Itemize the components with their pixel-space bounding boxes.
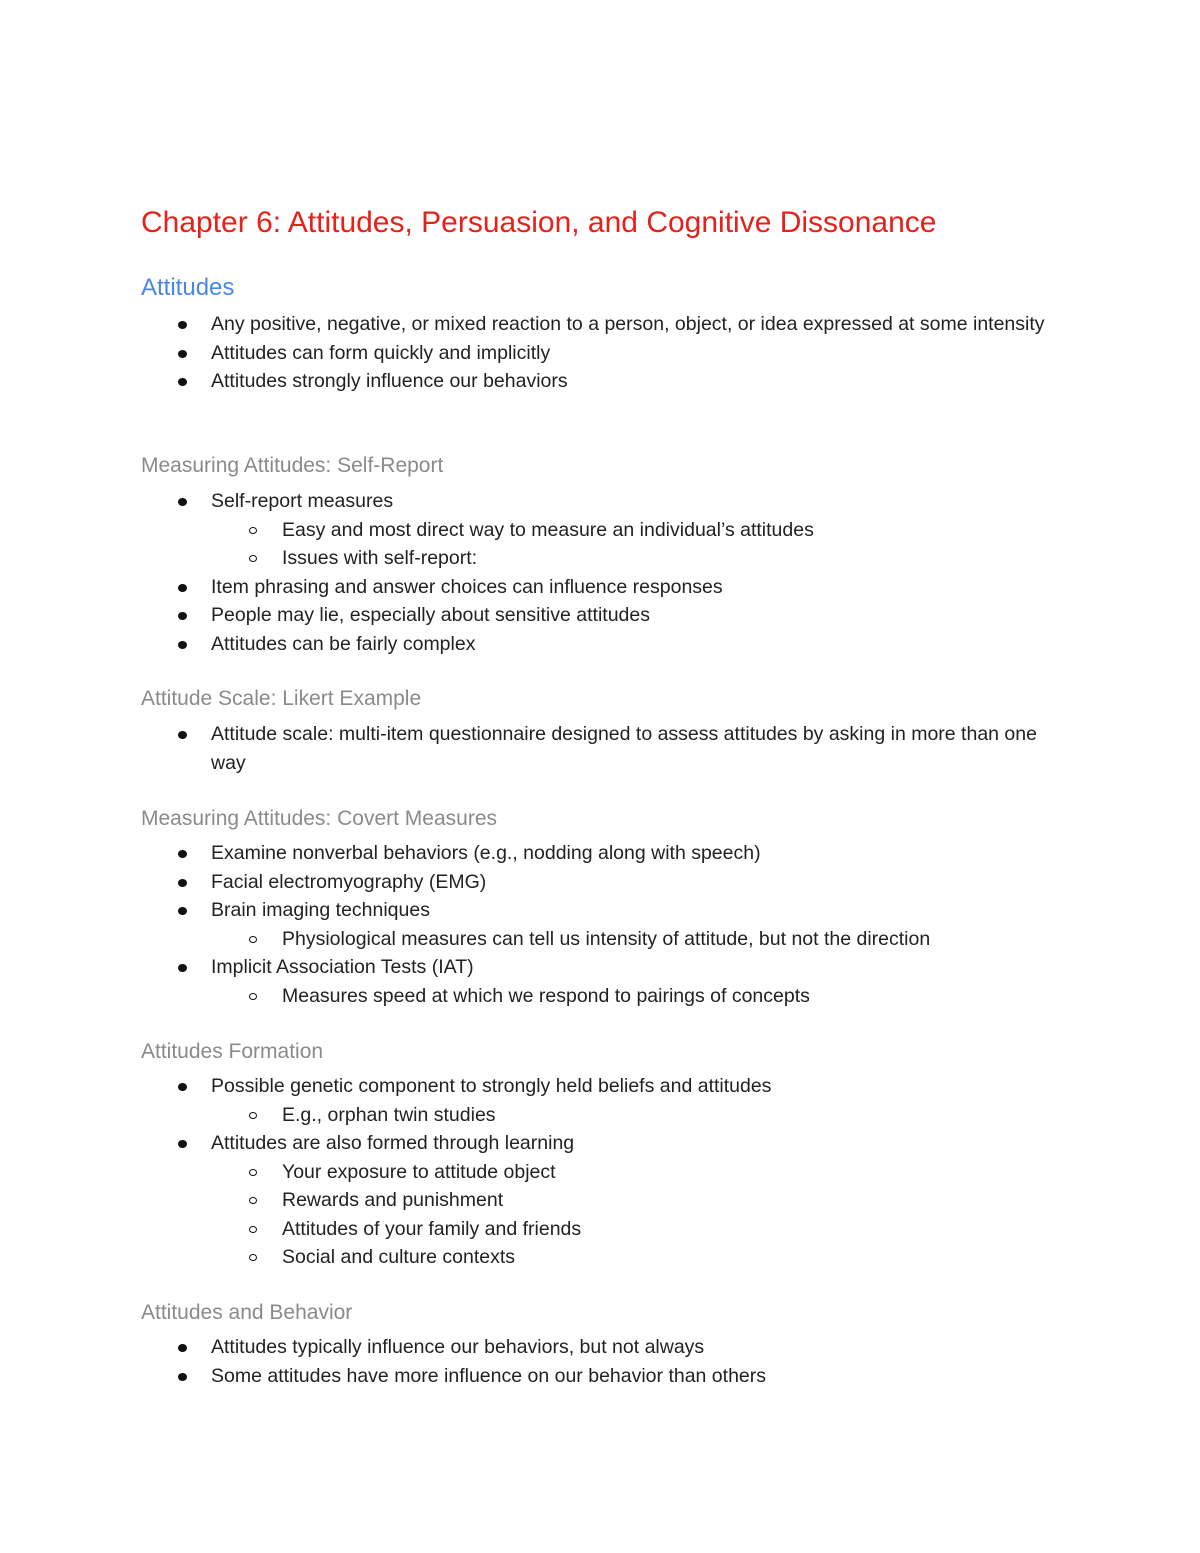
list-item bbox=[0, 516, 1200, 545]
filled-bullet-icon bbox=[178, 612, 187, 620]
list-item-text: Attitude scale: multi-item questionnaire designed to assess attitudes by asking in more than one way bbox=[211, 723, 1037, 774]
filled-bullet-icon bbox=[178, 964, 187, 972]
section-heading-covert-measures: Measuring Attitudes: Covert Measures bbox=[141, 807, 497, 830]
list-item bbox=[0, 868, 1200, 897]
list-item bbox=[0, 982, 1200, 1011]
filled-bullet-icon bbox=[178, 1373, 187, 1381]
list-item-text: Any positive, negative, or mixed reaction to a person, object, or idea expressed at some intensity bbox=[211, 313, 1045, 335]
list-item-text: Social and culture contexts bbox=[282, 1246, 516, 1268]
hollow-bullet-icon bbox=[249, 1112, 257, 1119]
list-item bbox=[0, 630, 1200, 659]
bullet-list-likert bbox=[0, 720, 1200, 777]
list-item-text: Rewards and punishment bbox=[282, 1189, 504, 1211]
list-item bbox=[0, 544, 1200, 573]
hollow-bullet-icon bbox=[249, 1226, 257, 1233]
list-item-text: E.g., orphan twin studies bbox=[282, 1103, 496, 1126]
section-heading-behavior: Attitudes and Behavior bbox=[141, 1301, 353, 1324]
list-item-text: Some attitudes have more influence on our behavior than others bbox=[211, 1364, 767, 1387]
section-heading-formation: Attitudes Formation bbox=[141, 1040, 324, 1063]
list-item-text: People may lie, especially about sensitive attitudes bbox=[211, 604, 650, 626]
list-item-text: Attitudes strongly influence our behaviors bbox=[211, 370, 568, 392]
list-item-text: Your exposure to attitude object bbox=[282, 1160, 556, 1183]
list-item-text: Self-report measures bbox=[211, 490, 394, 512]
list-item-text: Attitudes are also formed through learning bbox=[211, 1132, 575, 1154]
hollow-bullet-icon bbox=[249, 936, 257, 943]
list-item bbox=[0, 310, 1200, 339]
page-title: Chapter 6: Attitudes, Persuasion, and Cognitive Dissonance bbox=[141, 206, 937, 239]
section-heading-self-report: Measuring Attitudes: Self-Report bbox=[141, 454, 444, 477]
hollow-bullet-icon bbox=[249, 555, 257, 562]
list-item-text: Brain imaging techniques bbox=[211, 899, 430, 921]
filled-bullet-icon bbox=[178, 378, 187, 386]
list-item bbox=[0, 925, 1200, 954]
list-item bbox=[0, 953, 1200, 982]
list-item bbox=[0, 573, 1200, 602]
section-heading-attitudes: Attitudes bbox=[141, 274, 235, 301]
filled-bullet-icon bbox=[178, 850, 187, 858]
list-item bbox=[0, 339, 1200, 368]
list-item-text: Easy and most direct way to measure an individual’s attitudes bbox=[282, 518, 814, 541]
filled-bullet-icon bbox=[178, 907, 187, 915]
bullet-list-covert-measures bbox=[0, 839, 1200, 1010]
hollow-bullet-icon bbox=[249, 993, 257, 1000]
list-item bbox=[0, 1158, 1200, 1187]
list-item bbox=[0, 839, 1200, 868]
list-item bbox=[0, 1186, 1200, 1215]
bullet-list-attitudes bbox=[0, 310, 1200, 396]
filled-bullet-icon bbox=[178, 350, 187, 358]
filled-bullet-icon bbox=[178, 731, 187, 739]
filled-bullet-icon bbox=[178, 641, 187, 649]
bullet-list-formation bbox=[0, 1072, 1200, 1272]
filled-bullet-icon bbox=[178, 584, 187, 592]
list-item bbox=[0, 1333, 1200, 1362]
filled-bullet-icon bbox=[178, 1083, 187, 1091]
list-item bbox=[0, 487, 1200, 516]
list-item bbox=[0, 896, 1200, 925]
hollow-bullet-icon bbox=[249, 1254, 257, 1261]
list-item bbox=[0, 1215, 1200, 1244]
list-item-text: Attitudes can be fairly complex bbox=[211, 632, 476, 655]
list-item bbox=[0, 1101, 1200, 1130]
hollow-bullet-icon bbox=[249, 1169, 257, 1176]
list-item-text: Facial electromyography (EMG) bbox=[211, 870, 487, 893]
list-item bbox=[0, 601, 1200, 630]
bullet-list-behavior bbox=[0, 1333, 1200, 1390]
filled-bullet-icon bbox=[178, 498, 187, 506]
list-item bbox=[0, 1129, 1200, 1158]
section-heading-likert: Attitude Scale: Likert Example bbox=[141, 687, 422, 710]
list-item-text: Attitudes can form quickly and implicitly bbox=[211, 341, 551, 364]
list-item-text: Measures speed at which we respond to pairings of concepts bbox=[282, 984, 810, 1007]
list-item bbox=[0, 1072, 1200, 1101]
bullet-list-self-report bbox=[0, 487, 1200, 658]
list-item-text: Possible genetic component to strongly held beliefs and attitudes bbox=[211, 1075, 772, 1097]
hollow-bullet-icon bbox=[249, 1197, 257, 1204]
list-item-text: Implicit Association Tests (IAT) bbox=[211, 956, 474, 978]
list-item-text: Item phrasing and answer choices can influence responses bbox=[211, 575, 723, 598]
filled-bullet-icon bbox=[178, 321, 187, 329]
list-item-text: Attitudes typically influence our behaviors, but not always bbox=[211, 1336, 705, 1358]
list-item-text: Issues with self-report: bbox=[282, 547, 478, 569]
list-item-text: Examine nonverbal behaviors (e.g., nodding along with speech) bbox=[211, 842, 761, 864]
list-item bbox=[0, 720, 1200, 777]
list-item-text: Attitudes of your family and friends bbox=[282, 1217, 582, 1240]
list-item bbox=[0, 1362, 1200, 1391]
filled-bullet-icon bbox=[178, 1344, 187, 1352]
list-item bbox=[0, 367, 1200, 396]
list-item bbox=[0, 1243, 1200, 1272]
filled-bullet-icon bbox=[178, 879, 187, 887]
filled-bullet-icon bbox=[178, 1140, 187, 1148]
list-item-text: Physiological measures can tell us intensity of attitude, but not the direction bbox=[282, 927, 931, 950]
hollow-bullet-icon bbox=[249, 527, 257, 534]
